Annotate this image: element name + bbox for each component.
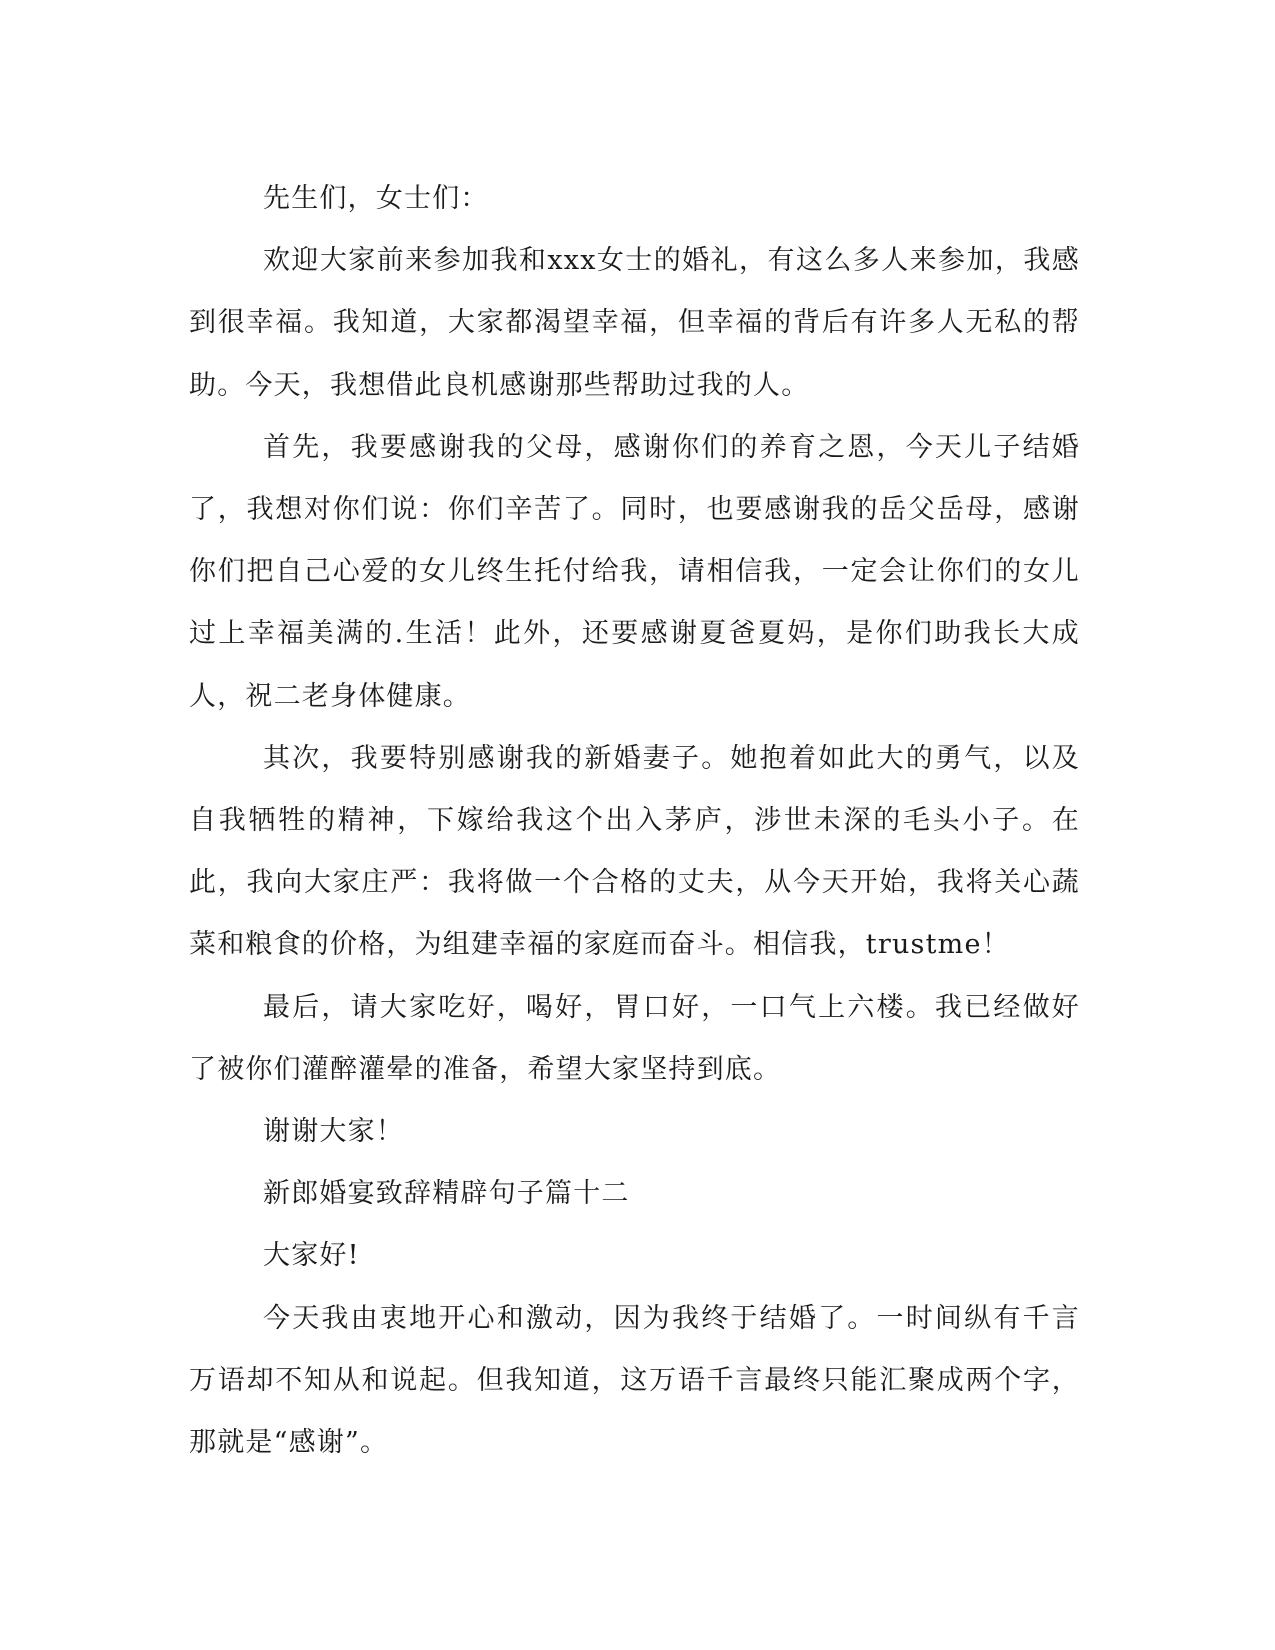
section-heading: 新郎婚宴致辞精辟句子篇十二 [263,1178,630,1210]
paragraph-welcome: 欢迎大家前来参加我和xxx女士的婚礼，有这么多人来参加，我感到很幸福。我知道，大家都渴望幸福，但幸福的背后有许多人无私的帮助。今天，我想借此良机感谢那些帮助过我的人。 [189,245,1080,401]
paragraph-thank-you: 谢谢大家！ [263,1116,404,1148]
paragraph-thanks-parents: 首先，我要感谢我的父母，感谢你们的养育之恩，今天儿子结婚了，我想对你们说：你们辛苦了。同时，也要感谢我的岳父岳母，感谢你们把自己心爱的女儿终生托付给我，请相信我，一定会让你们的女儿过上幸福美满的.生活！此外，还要感谢夏爸夏妈，是你们助我长大成人，祝二老身体健康。 [189,431,1080,712]
paragraph-closing: 最后，请大家吃好，喝好，胃口好，一口气上六楼。我已经做好了被你们灌醉灌晕的准备，希望大家坚持到底。 [189,991,1080,1085]
document-body [189,168,1080,1474]
paragraph-thanks-wife: 其次，我要特别感谢我的新婚妻子。她抱着如此大的勇气，以及自我牺牲的精神，下嫁给我这个出入茅庐，涉世未深的毛头小子。在此，我向大家庄严：我将做一个合格的丈夫，从今天开始，我将关心蔬菜和粮食的价格，为组建幸福的家庭而奋斗。相信我，trustme！ [189,742,1080,961]
greeting: 大家好! [263,1240,360,1272]
paragraph-gratitude: 今天我由衷地开心和激动，因为我终于结婚了。一时间纵有千言万语却不知从和说起。但我知道，这万语千言最终只能汇聚成两个字，那就是“感谢”。 [189,1302,1080,1459]
salutation: 先生们，女士们： [263,183,489,214]
